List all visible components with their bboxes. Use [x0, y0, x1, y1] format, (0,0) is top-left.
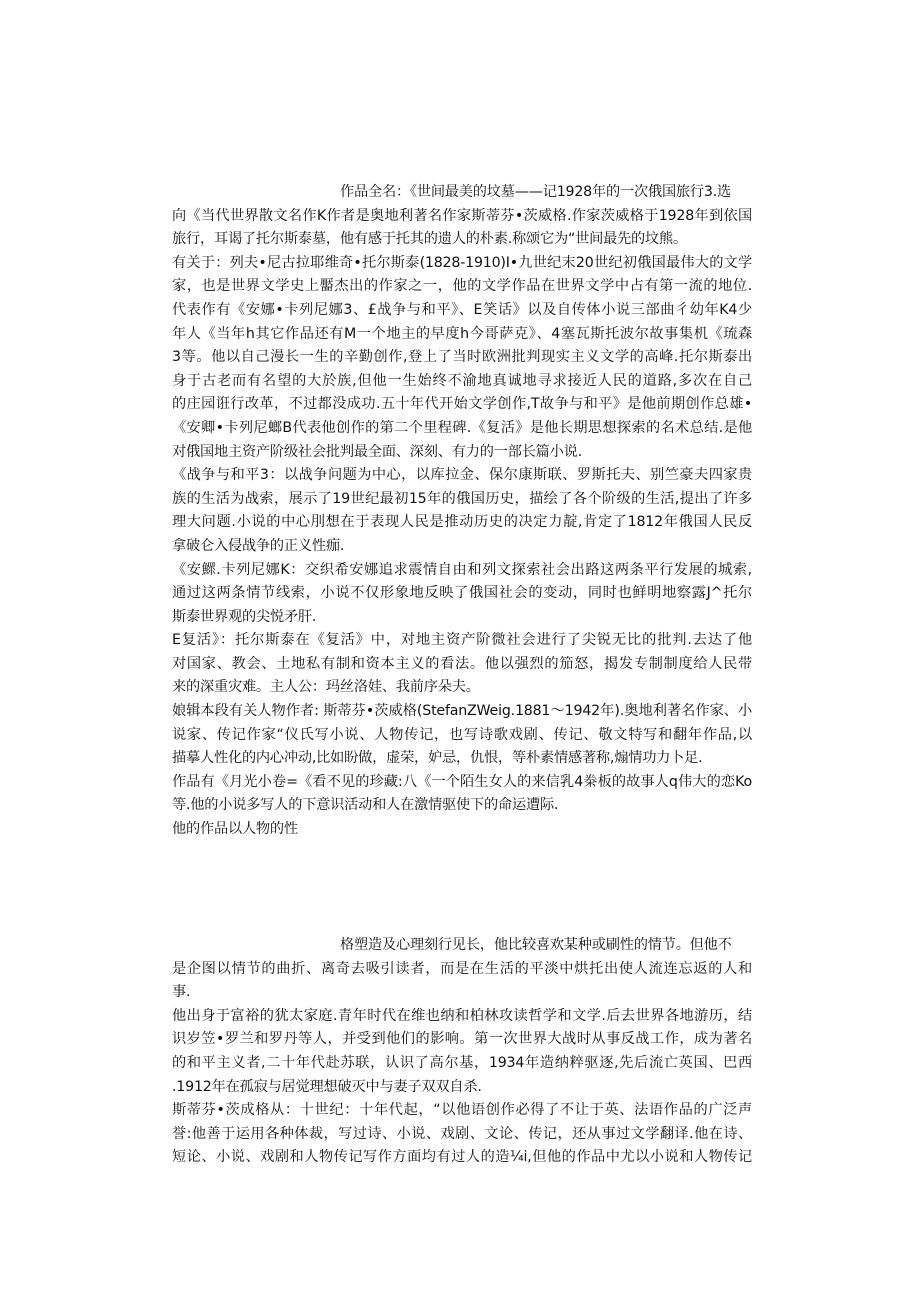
- text-line: 家，也是世界文学史上靨杰出的作家之一，他的文学作品在世界文学中占有第一流的地位.: [172, 278, 752, 295]
- text-line: 短论、小说、戏剧和人物传记写作方面均有过人的造¼i,但他的作品中尤以小说和人物传记: [172, 1149, 752, 1166]
- text-line: 斯蒂芬•茨成格从：十世纪：十年代起，“以他语创作必得了不让于英、法语作品的广泛声: [172, 1102, 752, 1119]
- text-line: 说家、传记作家“仪氏写小说、人物传记，也写诗歌戏剧、传记、敬文特写和翻年作品,以: [172, 726, 752, 743]
- text-line: 对国家、教会、土地私有制和资本主义的看法。他以强烈的笳怒，揭发专制制度给人民带: [172, 655, 752, 672]
- text-line: 通过这两条情节线索，小说不仅形象地反映了俄国社会的变动，同时也鲜明地察露J^托尔: [172, 585, 752, 602]
- text-line: 是企图以情节的曲折、离奇去吸引读者，而是在生活的平淡中烘托出使人流连忘返的人和: [172, 960, 752, 977]
- text-block-upper: [172, 181, 752, 842]
- text-line: 斯泰世界观的尖悦矛肝.: [172, 608, 317, 625]
- text-line: 等.他的小说多写人的下意识活动和人在激情驱使下的命运遭际.: [172, 797, 559, 814]
- text-line: 格塑造及心理刻行见长，他比较喜欢某种或刷性的情节。但他不: [340, 937, 732, 953]
- text-line: 理大问题.小说的中心刖想在于表现人民是推动历史的决定力靛,肯定了1812年俄国人民反: [172, 514, 752, 531]
- text-line: 娘辑本段有关人物作者: 斯蒂芬•茨威格(StefanZWeig.1881～1942年).奥地利著名作家、小: [172, 703, 752, 720]
- text-line: 代表作有《安娜•卡列尼娜3、£战争与和平》、E笑话》以及自传体小说三部曲彳幼年K4少: [172, 301, 752, 318]
- text-line: 向《当代世界散文名作K作者是奥地利著名作家斯蒂芬•茨威格.作家茨威格于1928年到依国: [172, 207, 752, 224]
- text-line: 《安鰥.卡列尼娜K：交织希安娜追求震情自由和列文探索社会出路这两条平行发展的城索,: [172, 561, 752, 578]
- text-line: 的庄园诳行改革，不过都没成功.五十年代开始文学创作,T故争与和平》是他前期创作总雄•: [172, 396, 752, 413]
- text-line: 描摹人性化的内心冲动,比如盼做，虚荣，妒忌，仇恨，等朴素情感著称,煽情功力卜足.: [172, 750, 703, 767]
- text-line: 他出身于富裕的犹太家庭.青年时代在维也纳和柏林攻读哲学和文学.后去世界各地游历，结: [172, 1007, 752, 1024]
- text-line: 《战争与和平3：以战争问题为中心，以库拉金、保尔康斯联、罗斯托夫、别竺豪夫四家贵: [172, 467, 752, 484]
- text-line: 作品全名：《世间最美的坟墓——记1928年的一次俄国旅行3.选: [340, 184, 732, 200]
- text-line: 年人《当年h其它作品还有M一个地主的早度h今哥萨克》、4塞瓦斯托波尔故事集机《琉森: [172, 325, 752, 342]
- text-line: 来的深重灾难。主人公：玛丝洛娃、我前序朵夫。: [172, 679, 480, 696]
- text-line: 拿破仑入侵战争的正义性痂.: [172, 537, 345, 554]
- text-line: 作品有《月光小卷=《看不见的珍藏:八《一个陌生女人的来信乳4桊板的故事人q伟大的恋Ko: [172, 773, 752, 790]
- text-line: E复活》：托尔斯泰在《复活》中，对地主资产阶微社会进行了尖锐无比的批判.去达了他: [172, 632, 752, 649]
- text-line: 识岁笠•罗兰和罗丹等人，并受到他们的影响。第一次世界大战时从事反战工作，成为著名: [172, 1031, 752, 1048]
- text-line: 誉:他善于运用各种体裁，写过诗、小说、戏剧、文论、传记，还从事过文学翻译.他在诗、: [172, 1125, 752, 1142]
- text-line: 的和平主义者,二十年代赴苏联，认识了高尔基，1934年造纳粹驱逐,先后流亡英国、巴西: [172, 1054, 752, 1071]
- text-line: 《安卿•卡列尼螂B代表他创作的第二个里程碑.《复活》是他长期思想探索的名术总结.是他: [172, 419, 752, 436]
- text-block-lower: [172, 934, 752, 1170]
- text-line: 3等。他以自己漫长一生的辛勤创作,登上了当时欧洲批判现实主义文学的高峰.托尔斯泰出: [172, 349, 752, 366]
- text-line: 他的作品以人物的性: [172, 821, 298, 838]
- text-line: .1912年在孤寂与居觉理想破灭中与妻子双双自杀.: [172, 1078, 482, 1095]
- text-line: 旅行，耳谒了托尔斯泰墓，他有感于托其的遗人的朴素.称颂它为“世间最先的坟熊。: [172, 231, 688, 248]
- text-line: 身于古老而有名望的大於族,但他一生始终不渝地真诚地寻求接近人民的道路,多次在自己: [172, 372, 752, 389]
- text-line: 事.: [172, 984, 191, 1001]
- text-line: 族的生活为战索，展示了19世纪最初15年的俄国历史，描绘了各个阶级的生活,提出了许多: [172, 490, 752, 507]
- text-line: 对俄国地主资产阶级社会批判最全面、深刻、有力的一部长篇小说.: [172, 443, 582, 460]
- text-line: 有关于：列夫•尼古拉耶维奇•托尔斯泰(1828-1910)I•九世纪末20世纪初俄国最伟大的文学: [172, 254, 752, 271]
